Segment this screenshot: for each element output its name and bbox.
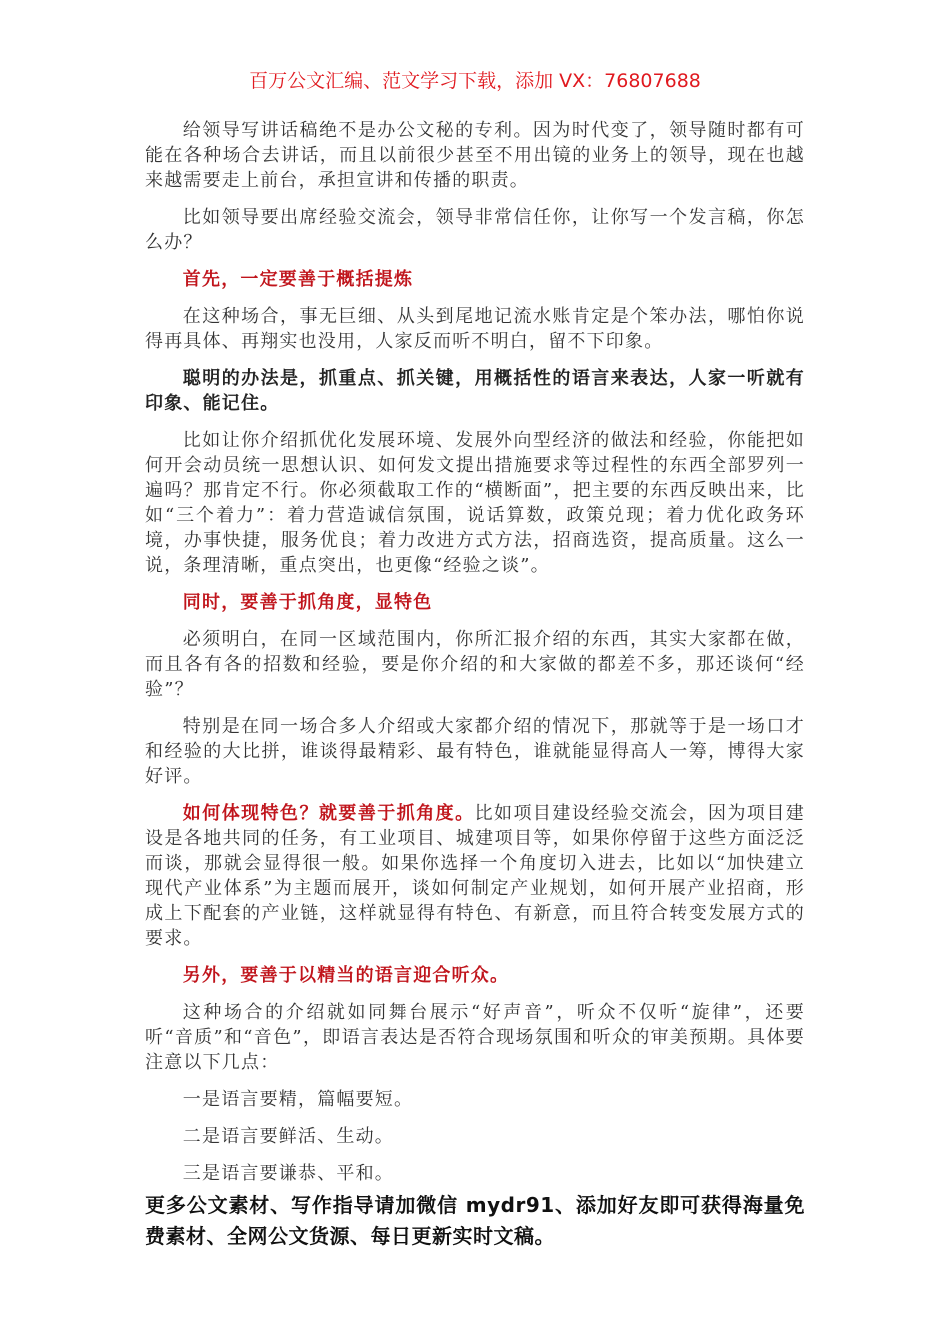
document-body — [145, 118, 805, 1264]
footer-promo: 更多公文素材、写作指导请加微信 mydr91、添加好友即可获得海量免费素材、全网公文货源、每日更新实时文稿。 — [145, 1193, 805, 1248]
list-item: 三是语言要谦恭、平和。 — [182, 1163, 394, 1184]
list-item: 一是语言要精，篇幅要短。 — [182, 1089, 414, 1110]
header-banner: 百万公文汇编、范文学习下载，添加 VX：76807688 — [249, 70, 701, 92]
paragraph: 给领导写讲话稿绝不是办公文秘的专利。因为时代变了，领导随时都有可能在各种场合去讲话，而且以前很少甚至不用出镜的业务上的领导，现在也越来越需要走上前台，承担宣讲和传播的职责。 — [145, 120, 805, 191]
paragraph: 比如领导要出席经验交流会，领导非常信任你，让你写一个发言稿，你怎么办？ — [145, 207, 805, 253]
paragraph: 在这种场合，事无巨细、从头到尾地记流水账肯定是个笨办法，哪怕你说得再具体、再翔实也没用，人家反而听不明白，留不下印象。 — [145, 306, 805, 352]
paragraph: 特别是在同一场合多人介绍或大家都介绍的情况下，那就等于是一场口才和经验的大比拼，谁谈得最精彩、最有特色，谁就能显得高人一筹，博得大家好评。 — [145, 716, 805, 787]
paragraph: 必须明白，在同一区域范围内，你所汇报介绍的东西，其实大家都在做，而且各有各的招数和经验，要是你介绍的和大家做的都差不多，那还谈何“经验”？ — [145, 629, 805, 700]
inline-heading: 如何体现特色？就要善于抓角度。 — [182, 803, 475, 824]
paragraph: 这种场合的介绍就如同舞台展示“好声音”，听众不仅听“旋律”，还要听“音质”和“音色”，即语言表达是否符合现场氛围和听众的审美预期。具体要注意以下几点： — [145, 1002, 805, 1073]
paragraph: 比如让你介绍抓优化发展环境、发展外向型经济的做法和经验，你能把如何开会动员统一思想认识、如何发文提出措施要求等过程性的东西全部罗列一遍吗？那肯定不行。你必须截取工作的“横断面”，把主要的东西反映出来，比如“三个着力”：着力营造诚信氛围，说话算数，政策兑现；着力优化政务环境，办事快捷，服务优良；着力改进方式方法，招商选资，提高质量。这么一说，条理清晰，重点突出，也更像“经验之谈”。 — [145, 430, 805, 576]
section-heading: 首先，一定要善于概括提炼 — [182, 269, 414, 290]
section-heading: 另外，要善于以精当的语言迎合听众。 — [182, 965, 510, 986]
paragraph-text: 比如项目建设经验交流会，因为项目建设是各地共同的任务，有工业项目、城建项目等，如果你停留于这些方面泛泛而谈，那就会显得很一般。如果你选择一个角度切入进去，比如以“加快建立现代产业体系”为主题而展开，谈如何制定产业规划，如何开展产业招商，形成上下配套的产业链，这样就显得有特色、有新意，而且符合转变发展方式的要求。 — [145, 803, 806, 949]
paragraph — [145, 801, 805, 951]
list-item: 二是语言要鲜活、生动。 — [182, 1126, 394, 1147]
bold-paragraph: 聪明的办法是，抓重点、抓关键，用概括性的语言来表达，人家一听就有印象、能记住。 — [145, 368, 805, 414]
section-heading: 同时，要善于抓角度，显特色 — [182, 592, 433, 613]
